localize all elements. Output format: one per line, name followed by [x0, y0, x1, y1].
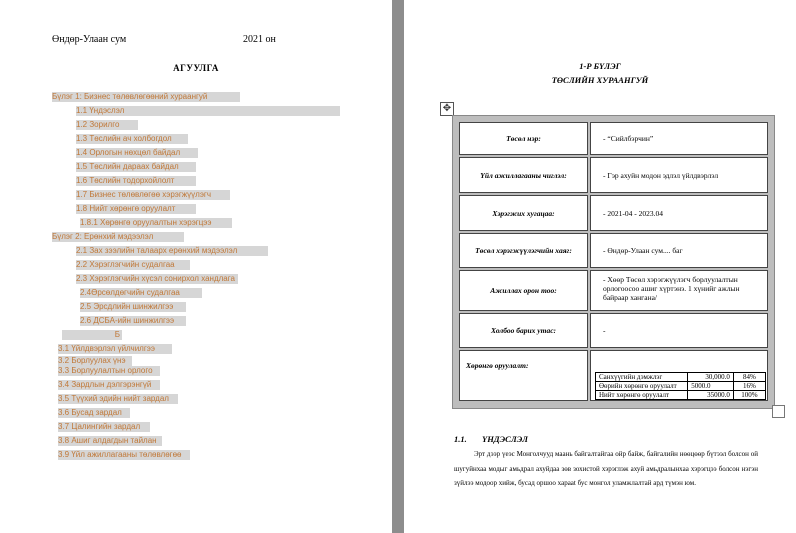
header-location: Өндөр-Улаан сум — [52, 34, 127, 45]
investment-pct: 84% — [733, 373, 765, 382]
table-cell-label[interactable]: Холбоо барих утас: — [459, 313, 588, 348]
table-resize-handle[interactable] — [772, 405, 785, 418]
toc-item[interactable]: 2.6 ДСБА-ийн шинжилгээ — [80, 316, 186, 326]
chapter-number: 1-Р БҮЛЭГ — [579, 61, 621, 71]
toc-title: АГУУЛГА — [173, 63, 219, 73]
toc-item[interactable]: 3.4 Зардлын дэлгэрэнгүй — [58, 380, 160, 390]
investment-name: Нийт хөрөнгө оруулалт — [596, 391, 688, 400]
investment-amount: 35000.0 — [688, 391, 734, 400]
table-row — [596, 373, 766, 382]
toc-item[interactable]: Б — [62, 330, 122, 340]
toc-item[interactable]: Бүлэг 2: Ерөнхий мэдээлэл — [52, 232, 184, 242]
toc-item[interactable]: 3.1 Үйлдвэрлэл үйлчилгээ — [58, 344, 172, 354]
investment-pct: 16% — [733, 382, 765, 391]
table-cell-label[interactable]: Хөрөнгө оруулалт: — [459, 350, 588, 401]
investment-subtable — [595, 372, 766, 400]
investment-amount: 30,000.0 — [688, 373, 734, 382]
table-cell-value[interactable] — [590, 233, 768, 268]
header-year: 2021 он — [243, 34, 276, 45]
document-page-right — [404, 0, 796, 533]
toc-item[interactable]: 2.3 Хэрэглэгчийн хүсэл сонирхол хандлага — [76, 274, 238, 284]
table-row — [596, 391, 766, 400]
toc-item[interactable]: 1.6 Төслийн тодорхойлолт — [76, 176, 196, 186]
toc-item[interactable]: 1.4 Орлогын нөхцөл байдал — [76, 148, 198, 158]
table-cell-value[interactable] — [590, 122, 768, 155]
duration-value: - 2021-04 - 2023.04 — [603, 208, 663, 218]
toc-item[interactable]: 1.8 Нийт хөрөнгө оруулалт — [76, 204, 196, 214]
toc-item[interactable]: 2.4Өрсөлдөгчийн судалгаа — [80, 288, 202, 298]
table-row — [596, 382, 766, 391]
toc-item[interactable]: 1.1 Үндэслэл — [76, 106, 340, 116]
toc-item[interactable]: 3.8 Ашиг алдагдын тайлан — [58, 436, 162, 446]
project-summary-table[interactable] — [452, 115, 775, 409]
table-cell-value[interactable] — [590, 270, 768, 311]
table-cell-label[interactable]: Үйл ажиллагааны чиглэл: — [459, 157, 588, 193]
toc-item[interactable]: 1.8.1 Хөрөнгө оруулалтын хэрэгцээ — [80, 218, 232, 228]
table-cell-label[interactable]: Төсөл хэрэгжүүлэгчийн хаяг: — [459, 233, 588, 268]
activity-value: - Гэр ахуйн модон эдлэл үйлдвэрлэл — [603, 170, 719, 180]
table-cell-label[interactable]: Хэрэгжих хугацаа: — [459, 195, 588, 231]
table-cell-value[interactable] — [590, 350, 768, 401]
staff-value: - Хөөр Төсөл хэрэгжүүлэгч борлуулалтын орлогоосоо ашиг хүртэнэ. 1 хүнийг ажлын байраар хангана/ — [603, 275, 740, 302]
table-cell-value[interactable] — [590, 313, 768, 348]
investment-amount: 5000.0 — [688, 382, 734, 391]
investment-pct: 100% — [733, 391, 765, 400]
toc-item[interactable]: 3.7 Цалингийн зардал — [58, 422, 150, 432]
table-cell-label[interactable]: Төсөл нэр: — [459, 122, 588, 155]
toc-item[interactable]: 3.5 Түүхий эдийн нийт зардал — [58, 394, 178, 404]
investment-name: Санхүүгийн дэмжлэг — [596, 373, 688, 382]
toc-item[interactable]: 2.5 Эрсдлийн шинжилгээ — [80, 302, 186, 312]
toc-item[interactable]: Бүлэг 1: Бизнес төлөвлөгөөний хураангуй — [52, 92, 240, 102]
section-heading — [454, 434, 528, 444]
project-name-value: - “Сийлбэрчин” — [603, 134, 654, 143]
document-page-left — [0, 0, 392, 533]
toc-item[interactable]: 2.1 Зах зээлийн талаарх ерөнхий мэдээлэл — [76, 246, 268, 256]
toc-item[interactable]: 2.2 Хэрэглэгчийн судалгаа — [76, 260, 190, 270]
table-cell-value[interactable] — [590, 157, 768, 193]
toc-item[interactable]: 1.7 Бизнес төлөвлөгөө хэрэгжүүлэгч — [76, 190, 230, 200]
body-paragraph[interactable]: Эрт дээр үеэс Монголчууд маань байгалтайгаа ойр байж, байгалийн нөөцөөр бүтээл болсон ой шугуйнхаа модыг амьдрал ахуйдаа зөв зохистой хэрэглэж ахуй амьдралынхаа хэрэгцээ болсон нэгэн зүйлээ модоор хийж, бусад оршоо харааt бус монгол уламжлалтай ард түмэн юм. — [454, 450, 758, 487]
investment-name: Өөрийн хөрөнгө оруулалт — [596, 382, 688, 391]
toc-item[interactable]: 3.2 Борлуулах үнэ — [58, 356, 132, 366]
toc-item[interactable]: 1.3 Төслийн ач холбогдол — [76, 134, 188, 144]
chapter-title: ТӨСЛИЙН ХУРААНГУЙ — [551, 75, 649, 85]
table-cell-value[interactable] — [590, 195, 768, 231]
table-cell-label[interactable]: Ажиллах орон тоо: — [459, 270, 588, 311]
section-number: 1.1. — [454, 434, 467, 444]
phone-value: - — [603, 326, 606, 335]
toc-item[interactable]: 1.2 Зорилго — [76, 120, 138, 130]
move-handle-icon[interactable]: ✥ — [440, 102, 454, 116]
address-value: - Өндөр-Улаан сум.... баг — [603, 246, 683, 255]
toc-item[interactable]: 3.9 Үйл ажиллагааны төлөвлөгөө — [58, 450, 190, 460]
section-title: ҮНДЭСЛЭЛ — [482, 434, 528, 444]
toc-item[interactable]: 3.3 Борлуулалтын орлого — [58, 366, 160, 376]
toc-item[interactable]: 1.5 Төслийн дараах байдал — [76, 162, 196, 172]
toc-item[interactable]: 3.6 Бусад зардал — [58, 408, 130, 418]
